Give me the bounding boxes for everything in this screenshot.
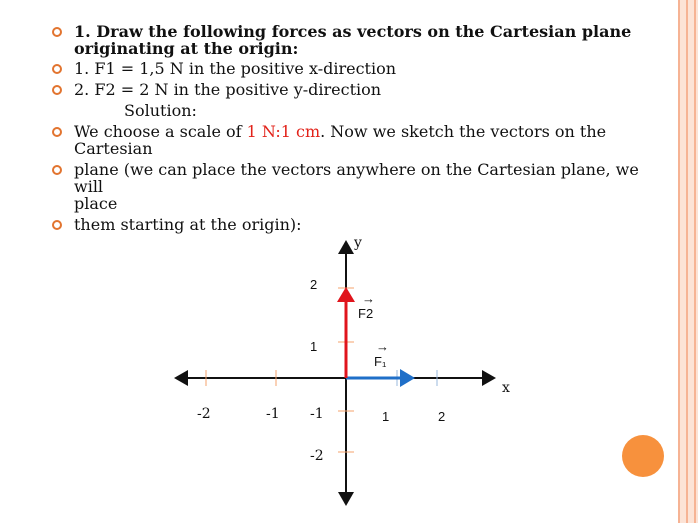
- x-tick-label: -2: [197, 406, 211, 422]
- task-line-1: 1. Draw the following forces as vectors on the Cartesian plane: [74, 22, 632, 41]
- task-line-2: originating at the origin:: [74, 39, 299, 58]
- y-axis-label: y: [354, 235, 362, 251]
- f2-vector-arrow-icon: →: [362, 291, 375, 306]
- y-tick-label: 1: [310, 339, 318, 354]
- x-tick-label: -1: [266, 406, 280, 422]
- f2-label: F2: [358, 306, 374, 321]
- y-tick-label: 2: [310, 277, 318, 292]
- f1-label: F₁: [374, 354, 387, 369]
- solution-label: Solution:: [124, 101, 197, 120]
- origin-line: them starting at the origin):: [74, 215, 302, 234]
- x-tick-label: 2: [438, 409, 446, 424]
- scale-post: . Now we sketch the vectors on the Cartesian: [74, 122, 607, 158]
- decorative-orange-circle: [622, 435, 664, 477]
- scale-pre: We choose a scale of: [74, 122, 247, 141]
- scale-value: 1 N:1 cm: [246, 122, 321, 141]
- f1-statement: 1. F1 = 1,5 N in the positive x-direction: [74, 59, 397, 78]
- x-tick-label: 1: [382, 409, 390, 424]
- f2-statement: 2. F2 = 2 N in the positive y-direction: [74, 80, 382, 99]
- y-tick-label: -1: [310, 406, 324, 422]
- plane-line-1: plane (we can place the vectors anywhere on the Cartesian plane, we will: [74, 160, 639, 196]
- x-axis-label: x: [502, 380, 510, 396]
- y-tick-label: -2: [310, 448, 324, 464]
- plane-line-2: place: [74, 194, 118, 213]
- f1-vector-arrow-icon: →: [376, 339, 389, 354]
